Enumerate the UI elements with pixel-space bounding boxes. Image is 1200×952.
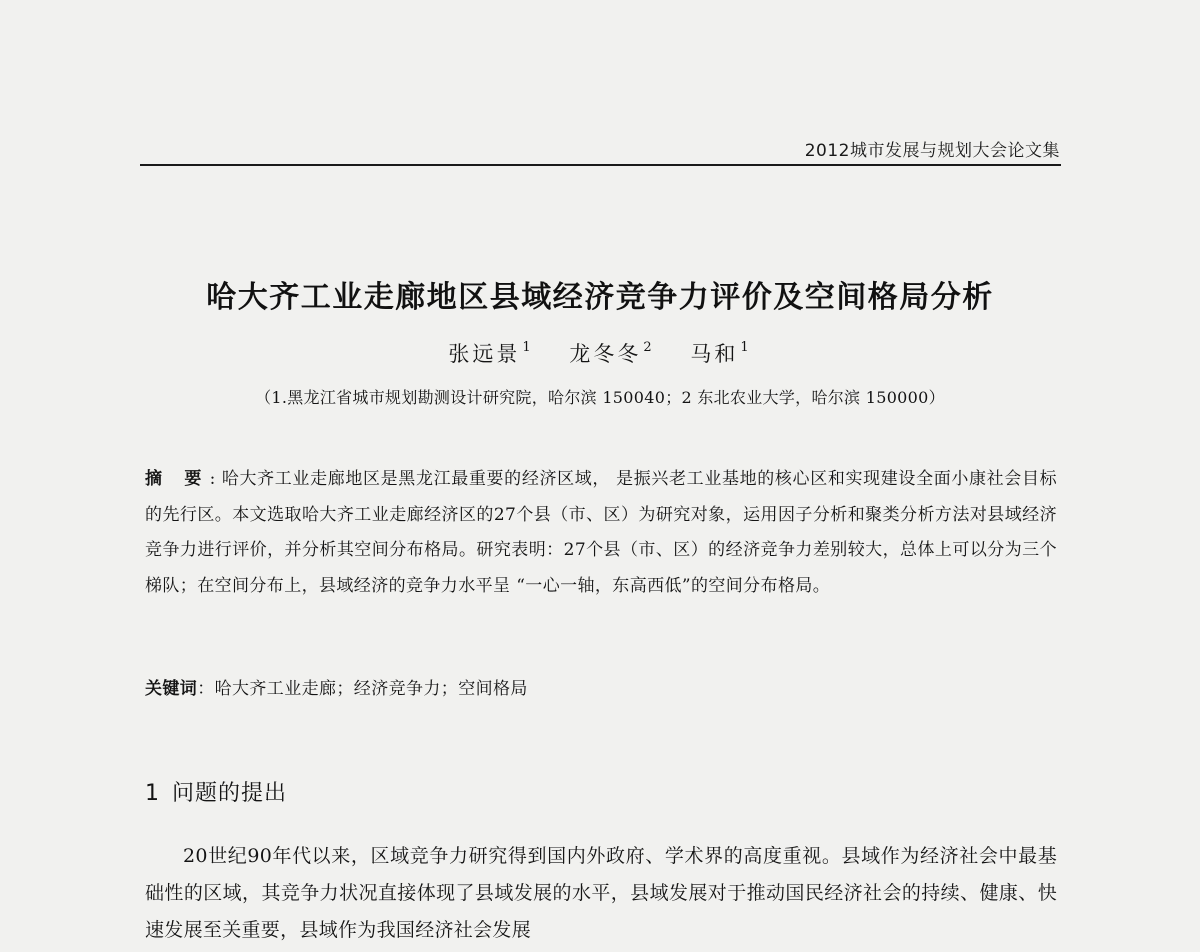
section-title: 问题的提出: [172, 781, 288, 806]
author-2: [569, 342, 654, 366]
keywords: [145, 674, 1057, 699]
author-affiliation-mark: 1: [740, 340, 752, 355]
author-affiliation-mark: 1: [522, 340, 534, 355]
paper-title: 哈大齐工业走廊地区县域经济竞争力评价及空间格局分析: [206, 280, 994, 315]
keywords-label: 关键词: [145, 679, 198, 699]
keywords-text: 哈大齐工业走廊；经济竞争力；空间格局: [214, 679, 528, 699]
author-affiliation-mark: 2: [643, 340, 655, 355]
abstract-separator: :: [209, 469, 222, 489]
author-name: 龙冬冬: [569, 342, 642, 366]
author-3: [690, 342, 751, 366]
author-1: [448, 342, 533, 366]
section-heading: [145, 776, 287, 807]
abstract: [145, 462, 1057, 604]
abstract-label: 摘 要: [145, 469, 210, 489]
keywords-separator: ：: [197, 679, 215, 699]
section-number: 1: [145, 781, 160, 806]
author-list: [0, 338, 1200, 368]
author-name: 马和: [690, 342, 739, 366]
author-name: 张远景: [448, 342, 521, 366]
abstract-text: 哈大齐工业走廊地区是黑龙江最重要的经济区域， 是振兴老工业基地的核心区和实现建设全面小康社会目标的先行区。本文选取哈大齐工业走廊经济区的27个县（市、区）为研究对象，运用因子分析和聚类分析方法对县域经济竞争力进行评价，并分析其空间分布格局。研究表明：27个县（市、区）的经济竞争力差别较大，总体上可以分为三个梯队；在空间分布上，县域经济的竞争力水平呈 “一心一轴，东高西低”的空间分布格局。: [145, 469, 1057, 596]
affiliation: （1.黑龙江省城市规划勘测设计研究院，哈尔滨 150040；2 东北农业大学，哈尔滨 150000）: [255, 388, 945, 407]
running-header: 2012城市发展与规划大会论文集: [804, 141, 1060, 161]
header-rule: [140, 164, 1061, 166]
body-paragraph: 20世纪90年代以来，区域竞争力研究得到国内外政府、学术界的高度重视。县域作为经济社会中最基础性的区域，其竞争力状况直接体现了县域发展的水平，县域发展对于推动国民经济社会的持续、健康、快速发展至关重要，县域作为我国经济社会发展: [145, 845, 1057, 941]
